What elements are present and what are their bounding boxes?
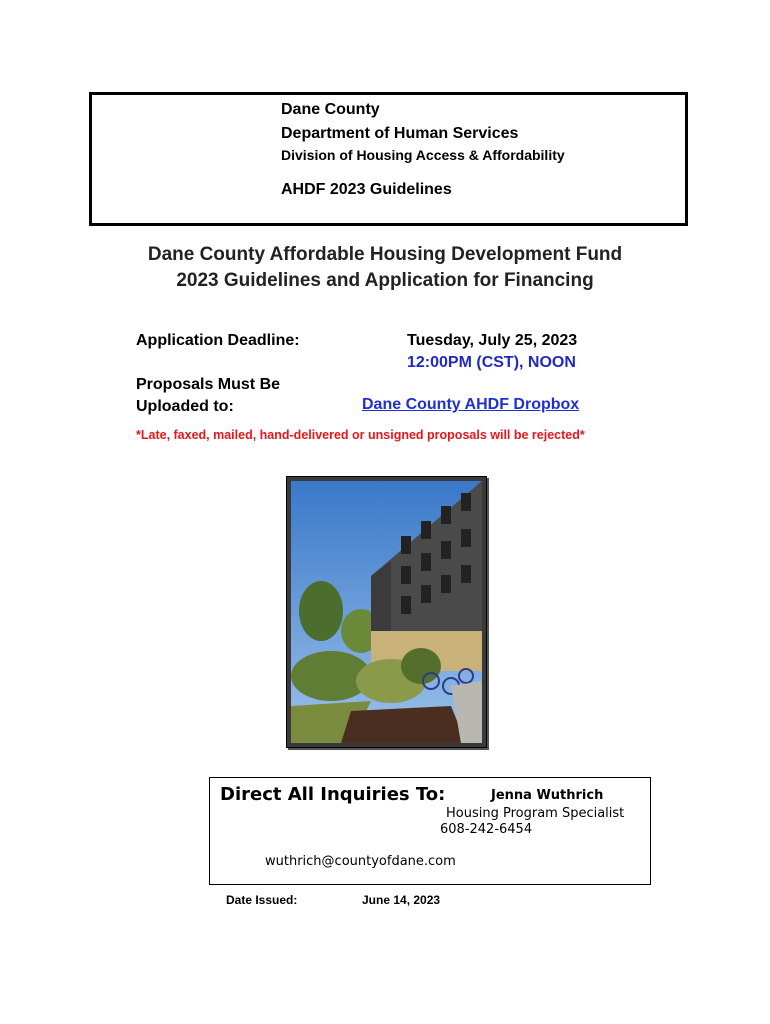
inquiry-title: Direct All Inquiries To: (220, 784, 446, 805)
inquiry-box (209, 777, 651, 885)
division-name: Division of Housing Access & Affordability (281, 147, 565, 163)
department-name: Department of Human Services (281, 125, 519, 142)
proposals-label: Proposals Must Be Uploaded to: (136, 376, 281, 415)
dropbox-link[interactable]: Dane County AHDF Dropbox (362, 396, 580, 413)
deadline-label: Application Deadline: (136, 332, 300, 349)
contact-role: Housing Program Specialist (446, 806, 625, 821)
date-issued-value: June 14, 2023 (362, 893, 441, 907)
contact-phone: 608-242-6454 (440, 822, 533, 837)
date-issued-label: Date Issued: (226, 893, 298, 907)
deadline-time: 12:00PM (CST), NOON (407, 354, 576, 371)
deadline-date: Tuesday, July 25, 2023 (407, 332, 578, 349)
contact-name: Jenna Wuthrich (491, 788, 604, 803)
document-title-line1: Dane County Affordable Housing Development Fund (147, 244, 623, 265)
county-name: Dane County (281, 101, 380, 118)
header-box (89, 92, 688, 226)
rejection-warning: *Late, faxed, mailed, hand-delivered or unsigned proposals will be rejected* (136, 428, 585, 442)
document-title-line2: 2023 Guidelines and Application for Financing (176, 270, 594, 291)
contact-email: wuthrich@countyofdane.com (265, 854, 456, 869)
building-photo-image (291, 481, 482, 743)
building-photo (286, 476, 487, 748)
guidelines-label: AHDF 2023 Guidelines (281, 181, 452, 198)
